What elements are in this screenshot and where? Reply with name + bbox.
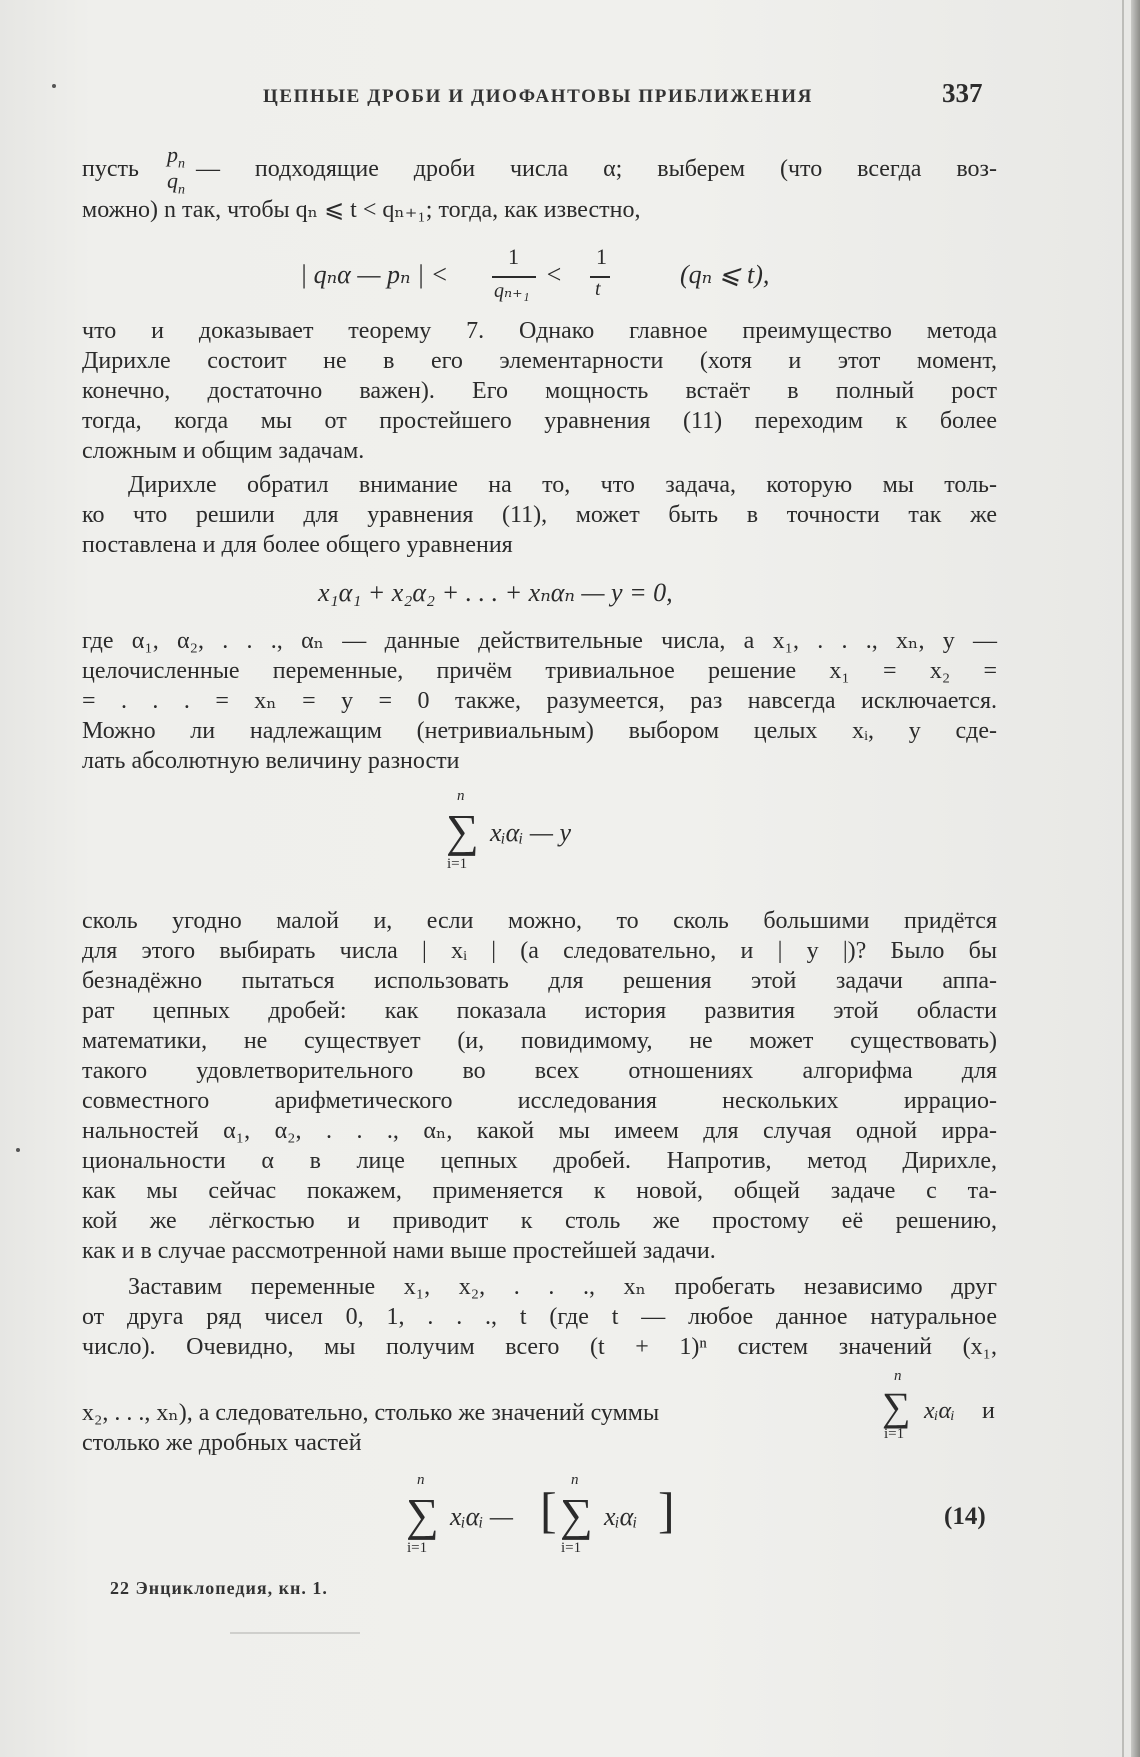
para1-word-pust: пусть — [82, 156, 139, 182]
sum-sigma: ∑ — [446, 805, 479, 856]
para2-line5: сложным и общим задачам. — [82, 438, 365, 464]
para6-line3: число). Очевидно, мы получим всего (t + 1)ⁿ систем значений (x₁, — [82, 1334, 998, 1360]
equation-number: (14) — [944, 1503, 986, 1530]
para6b-line2: столько же дробных частей — [82, 1430, 362, 1456]
para6-line2: от друга ряд чисел 0, 1, . . ., t (где t — любое данное натуральное — [82, 1304, 997, 1330]
f4-sum2-upper: n — [571, 1472, 579, 1488]
f4-sum1-lower: i=1 — [407, 1540, 428, 1556]
para2-line4: тогда, когда мы от простейшего уравнения (11) переходим к более — [82, 408, 997, 434]
formula1-lhs: | qₙα — pₙ | < — [300, 260, 449, 289]
para1-line1 — [82, 142, 997, 198]
page-edge-line — [1122, 0, 1124, 1757]
f4-left-bracket: [ — [540, 1482, 557, 1538]
f4-body1: xᵢαᵢ — — [450, 1502, 514, 1531]
para2-line1: что и доказывает теорему 7. Однако главное преимущество метода — [82, 318, 997, 344]
para3-line1: Дирихле обратил внимание на то, что задача, которую мы толь- — [128, 472, 997, 498]
sum-body: xᵢαᵢ — y — [490, 818, 572, 847]
para5-line4: рат цепных дробей: как показала история развития этой области — [82, 998, 997, 1024]
para5-line11: кой же лёгкостью и приводит к столь же простому её решению, — [82, 1208, 997, 1234]
fraction-pn-qn — [164, 142, 194, 198]
para5-line10: как мы сейчас покажем, применяется к новой, общей задаче с та- — [82, 1178, 997, 1204]
para5-line9: циональности α в лице цепных дробей. Напротив, метод Дирихле, — [82, 1148, 997, 1174]
running-header — [0, 76, 1140, 116]
formula-sum-difference — [440, 788, 640, 878]
inline-sum-upper: n — [894, 1368, 902, 1384]
formula-inequality-1 — [300, 244, 800, 308]
para5-line6: такого удовлетворительного во всех отношениях алгорифма для — [82, 1058, 997, 1084]
para5-line5: математики, не существует (и, повидимому, не может существовать) — [82, 1028, 997, 1054]
para4-line4: Можно ли надлежащим (нетривиальным) выбором целых xᵢ, y сде- — [82, 718, 997, 744]
para3-line2: ко что решили для уравнения (11), может быть в точности так же — [82, 502, 997, 528]
formula1-mid: < — [545, 260, 563, 289]
para2-line3: конечно, достаточно важен). Его мощность встаёт в полный рост — [82, 378, 997, 404]
para1-line1-rest: — подходящие дроби числа α; выберем (что всегда воз- — [196, 156, 997, 182]
para4-line5: лать абсолютную величину разности — [82, 748, 460, 774]
para5-line3: безнадёжно пытаться использовать для решения этой задачи аппа- — [82, 968, 997, 994]
signature-mark: 22 Энциклопедия, кн. 1. — [110, 1578, 328, 1598]
f4-right-bracket: ] — [658, 1482, 675, 1538]
para2-line2: Дирихле состоит не в его элементарности (хотя и этот момент, — [82, 348, 997, 374]
formula1-frac1-den: qₙ₊₁ — [494, 280, 530, 302]
f4-body2: xᵢαᵢ — [604, 1502, 638, 1531]
para5-line12: как и в случае рассмотренной нами выше простейшей задачи. — [82, 1238, 716, 1264]
formula1-condition: (qₙ ⩽ t), — [680, 260, 770, 289]
f4-sum1-sigma: ∑ — [406, 1489, 439, 1540]
formula1-frac1-num: 1 — [508, 244, 519, 269]
formula-linear-form: x₁α₁ + x₂α₂ + . . . + xₙαₙ — y = 0, — [318, 578, 673, 607]
f4-sum2-lower: i=1 — [561, 1540, 582, 1556]
formula1-frac2-den: t — [595, 278, 601, 300]
para5-line8: нальностей α₁, α₂, . . ., αₙ, какой мы имеем для случая одной ирра- — [82, 1118, 997, 1144]
inline-sum-sigma: ∑ — [882, 1384, 911, 1429]
para4-line1: где α₁, α₂, . . ., αₙ — данные действительные числа, а x₁, . . ., xₙ, y — — [82, 628, 997, 654]
fraction-denominator: $q_n$ — [167, 168, 185, 198]
running-title: ЦЕПНЫЕ ДРОБИ И ДИОФАНТОВЫ ПРИБЛИЖЕНИЯ — [263, 86, 813, 107]
para6b-line1-text: x₂, . . ., xₙ), а следовательно, столько же значений суммы — [82, 1400, 660, 1426]
para4-line3: = . . . = xₙ = y = 0 также, разумеется, раз навсегда исключается. — [82, 688, 997, 714]
f4-sum1-upper: n — [417, 1472, 425, 1488]
para5-line1: сколь угодно малой и, если можно, то сколь большими придётся — [82, 908, 997, 934]
para3-line3: поставлена и для более общего уравнения — [82, 532, 513, 558]
para4-line2: целочисленные переменные, причём тривиальное решение x₁ = x₂ = — [82, 658, 997, 684]
para5-line2: для этого выбирать числа | xᵢ | (а следовательно, и | y |)? Было бы — [82, 938, 997, 964]
para5-line7: совместного арифметического исследования нескольких иррацио- — [82, 1088, 997, 1114]
para1-line2: можно) n так, чтобы qₙ ⩽ t < qₙ₊₁; тогда, как известно, — [82, 197, 641, 223]
para6b-line1-end: и — [982, 1398, 995, 1424]
para6-line1: Заставим переменные x₁, x₂, . . ., xₙ пробегать независимо друг — [128, 1274, 997, 1300]
f4-sum2-sigma: ∑ — [560, 1489, 593, 1540]
page-number: 337 — [942, 78, 983, 108]
scan-speck — [16, 1148, 20, 1152]
inline-sum-lower: i=1 — [884, 1426, 905, 1442]
page-edge-shadow — [1131, 0, 1140, 1757]
sum-upper-limit: n — [457, 788, 465, 804]
inline-sum-body: xᵢαᵢ — [924, 1398, 955, 1424]
sum-lower-limit: i=1 — [447, 856, 468, 872]
scan-artifact-line — [230, 1632, 360, 1634]
formula-fractional-part — [400, 1472, 700, 1562]
formula1-frac2-num: 1 — [596, 244, 607, 269]
fraction-numerator: $p_n$ — [167, 142, 185, 172]
